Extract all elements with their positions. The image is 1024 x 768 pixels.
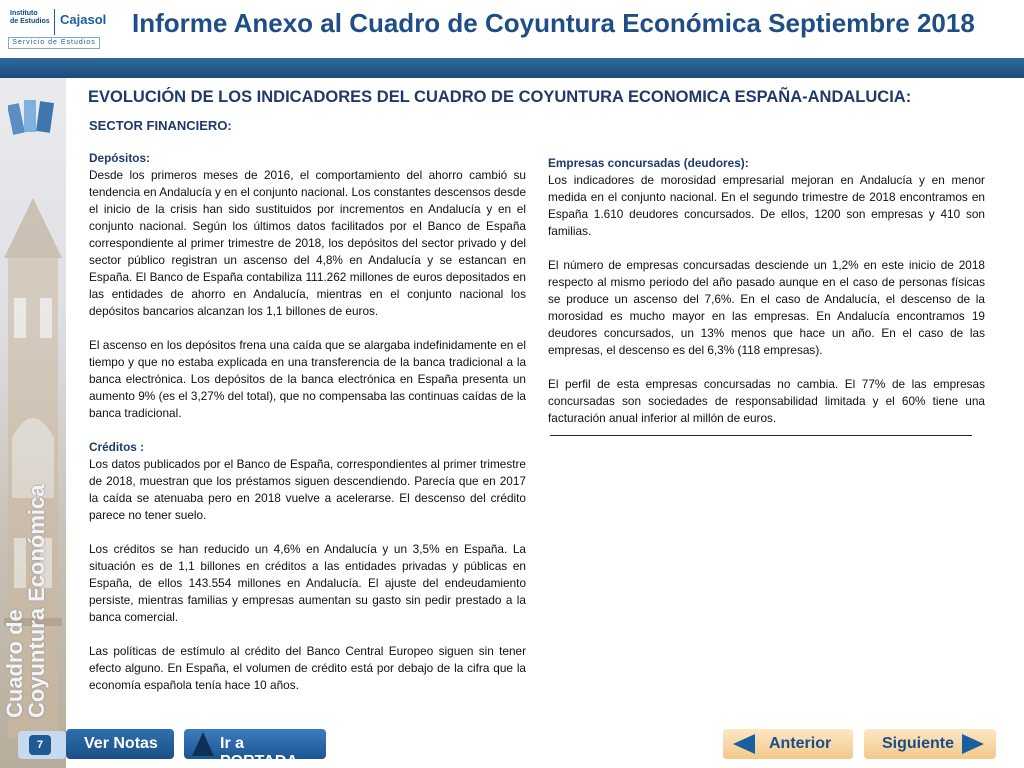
ir-portada-button[interactable] <box>184 729 326 768</box>
empresas-paragraph-1: Los indicadores de morosidad empresarial mejoran en Andalucía y en menor medida en el conjunto nacional. En el segundo trimestre de 2018 encontramos en España 1.610 deudores concursados. De ellos, 1200 son empresas y 410 son familias. <box>548 173 985 238</box>
right-column <box>548 155 985 436</box>
header <box>0 0 1024 56</box>
empresas-title: Empresas concursadas (deudores): <box>548 156 749 170</box>
empresas-paragraph-3: El perfil de esta empresas concursadas no cambia. El 77% de las empresas concursadas son sociedades de responsabilidad limitada y el 60% tiene una facturación anual inferior al millón de euros. <box>548 377 985 425</box>
side-vertical-title: Cuadro de Coyuntura Económica <box>2 484 49 718</box>
home-triangle-icon <box>192 732 214 756</box>
logo-service: Servicio de Estudios <box>8 37 100 49</box>
logo-institute: Instituto de Estudios <box>10 10 50 25</box>
siguiente-label: Siguiente <box>882 735 955 752</box>
depositos-paragraph-1: Desde los primeros meses de 2016, el comportamiento del ahorro cambió su tendencia en Andalucía y en el conjunto nacional. Los constantes descensos desde el inicio de la crisis han sido sustituidos por incrementos en Andalucía y en el conjunto nacional. Según los últimos datos facilitados por el Banco de España correspondiente al primer trimestre de 2018, los depósitos del sector privado y del sector público registran un ascenso del 4,8% en Andalucía y se estancan en España. El Banco de España contabiliza 111.262 millones de euros depositados en las entidades de ahorro en Andalucía, mientras en el conjunto nacional los depósitos bancarios alcanzan los 1,1 billones de euros. <box>89 168 526 318</box>
arrow-left-icon <box>733 734 755 754</box>
siguiente-button[interactable] <box>864 729 996 759</box>
cajasol-logo <box>8 6 107 50</box>
header-band <box>0 58 1024 78</box>
page-number: 7 <box>29 735 51 755</box>
separator-line <box>550 435 972 436</box>
logo-divider <box>54 9 55 35</box>
anterior-button[interactable] <box>723 729 853 759</box>
creditos-paragraph-2: Los créditos se han reducido un 4,6% en Andalucía y un 3,5% en España. La situación es de 1,1 billones en créditos a las entidades privadas y públicas en España, de ellos 143.554 millones en Andalucía. El ajuste del endeudamiento persiste, mientras familias y empresas aumentan su gasto sin pedir prestado a la banca comercial. <box>89 542 526 624</box>
section-subheading: SECTOR FINANCIERO: <box>89 118 232 133</box>
depositos-title: Depósitos: <box>89 151 150 165</box>
creditos-paragraph-1: Los datos publicados por el Banco de España, correspondientes al primer trimestre de 2018, muestran que los préstamos siguen descendiendo. Parecía que en 2017 la caída se atenuaba pero en 2018 vuelve a acelerarse. El descenso del crédito parece no tener suelo. <box>89 457 526 522</box>
ver-notas-button[interactable] <box>66 729 174 759</box>
empresas-paragraph-2: El número de empresas concursadas desciende un 1,2% en este inicio de 2018 respecto al mismo periodo del año pasado aunque en el caso de personas físicas se produce un ascenso del 7,6%. En el caso de Andalucía, el descenso de la morosidad es mucho mayor en las empresas. En Andalucía encontramos 19 deudores concursados, un 13% menos que hace un año. En el caso de las empresas, el descenso es del 6,3% (118 empresas). <box>548 258 985 357</box>
books-icon <box>8 96 58 136</box>
ver-notas-label: Ver Notas <box>84 735 158 752</box>
page-title: Informe Anexo al Cuadro de Coyuntura Económica Septiembre 2018 <box>132 8 975 38</box>
left-column <box>89 150 526 694</box>
creditos-title: Créditos : <box>89 440 145 454</box>
ir-portada-label: Ir a PORTADA <box>220 735 298 768</box>
logo-brand: Cajasol <box>60 12 107 27</box>
section-heading: EVOLUCIÓN DE LOS INDICADORES DEL CUADRO DE COYUNTURA ECONOMICA ESPAÑA-ANDALUCIA: <box>88 88 912 106</box>
depositos-paragraph-2: El ascenso en los depósitos frena una caída que se alargaba indefinidamente en el tiempo y que no estaba explicada en una transferencia de la banca tradicional a la banca electrónica. Los depósitos de la banca electrónica en España presenta un aumento 9% (es el 3,27% del total), que no compensaba las continuas caídas de la banca tradicional. <box>89 338 526 420</box>
creditos-paragraph-3: Las políticas de estímulo al crédito del Banco Central Europeo siguen sin tener efecto alguno. En España, el volumen de crédito está por debajo de la cifra que la economía española tenía hace 10 años. <box>89 644 526 692</box>
anterior-label: Anterior <box>769 735 832 752</box>
arrow-right-icon <box>962 734 984 754</box>
